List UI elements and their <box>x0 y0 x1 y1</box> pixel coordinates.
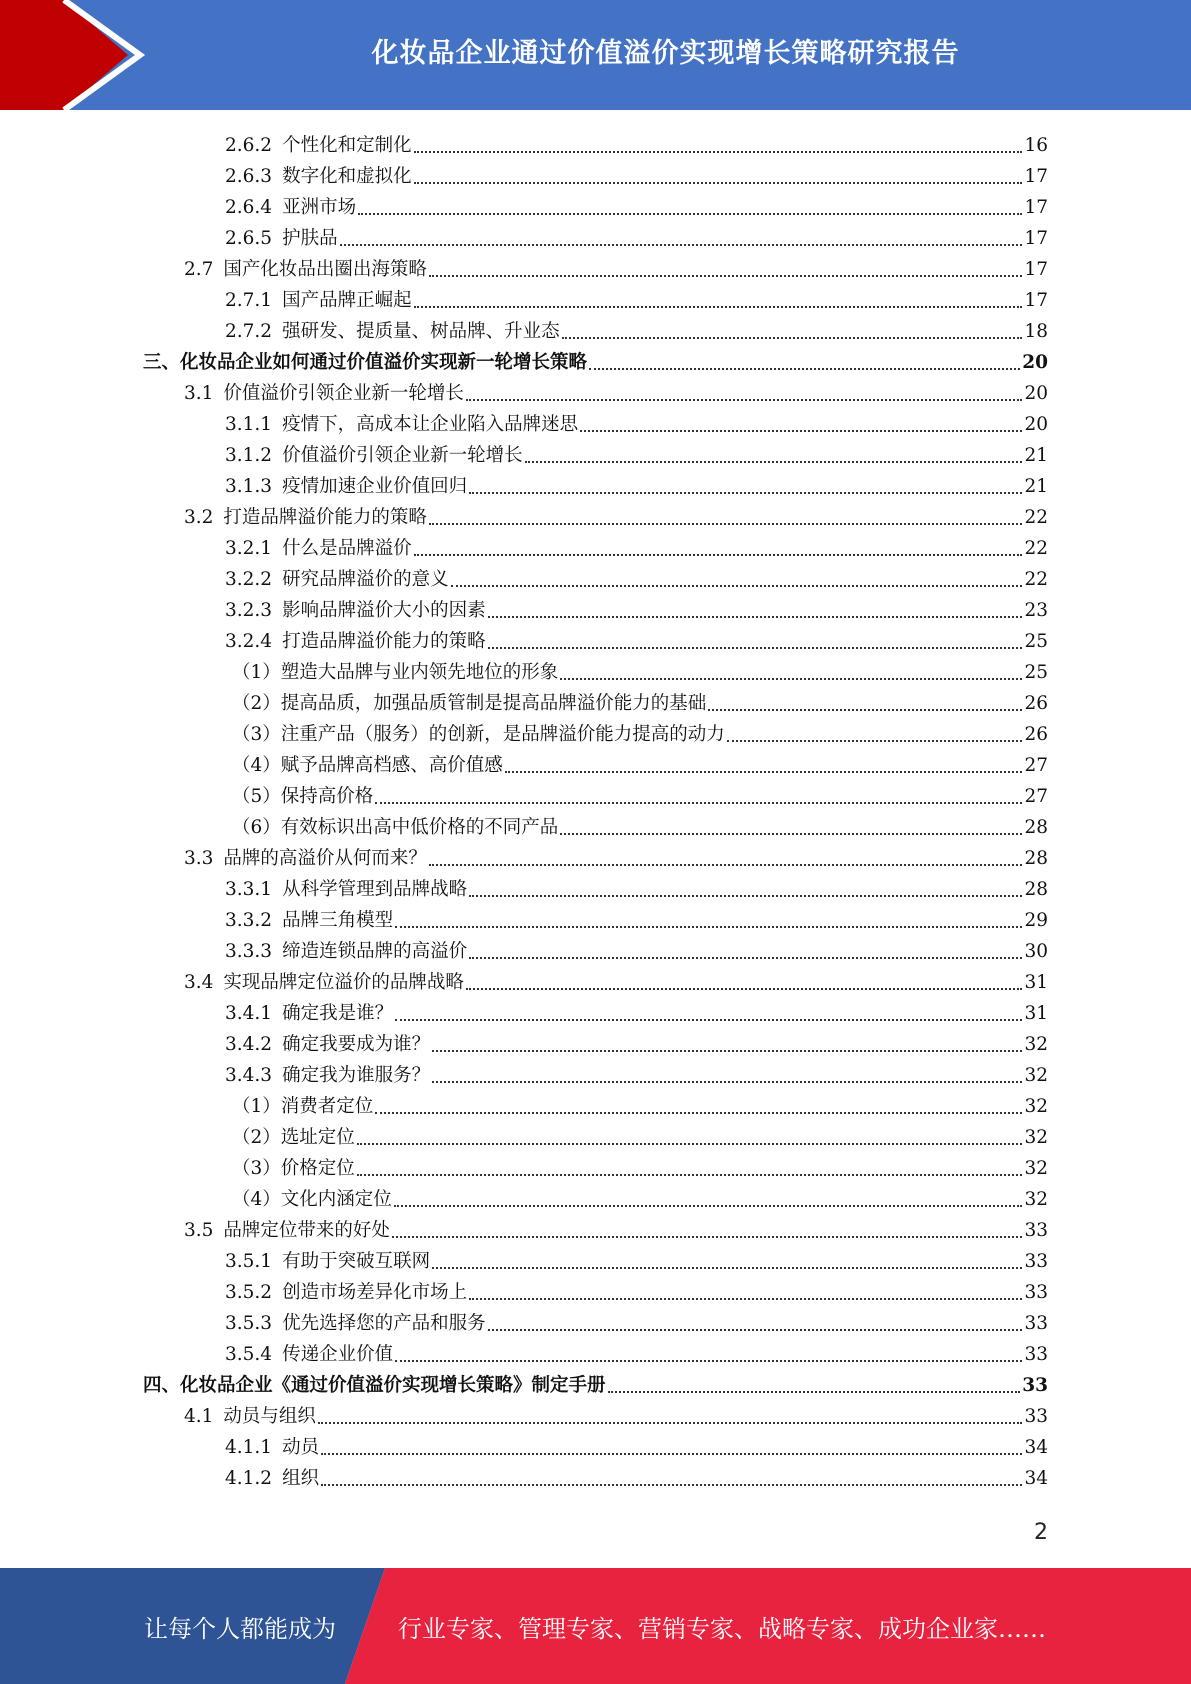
toc-dot-leader <box>560 833 1022 835</box>
toc-entry-title: 强研发、提质量、树品牌、升业态 <box>282 321 560 342</box>
toc-entry-page: 32 <box>1024 1189 1048 1210</box>
toc-entry-title: 确定我为谁服务？ <box>282 1065 431 1086</box>
toc-entry-number: 3.4 <box>184 972 214 993</box>
toc-entry-number: 2.7.1 <box>225 290 273 311</box>
toc-dot-leader <box>589 368 1020 370</box>
toc-entry-title: （1）塑造大品牌与业内领先地位的形象 <box>232 662 559 683</box>
toc-entry[interactable] <box>232 809 1048 840</box>
toc-entry-page: 33 <box>1024 1251 1048 1272</box>
toc-entry-number: 3.2.3 <box>225 600 273 621</box>
toc-entry[interactable] <box>225 313 1048 344</box>
toc-entry-page: 32 <box>1024 1158 1048 1179</box>
toc-entry-number: 3.2.2 <box>225 569 273 590</box>
toc-entry[interactable] <box>232 685 1048 716</box>
toc-entry-page: 29 <box>1024 910 1048 931</box>
toc-entry[interactable] <box>232 747 1048 778</box>
toc-dot-leader <box>414 554 1023 556</box>
toc-entry[interactable] <box>232 1181 1048 1212</box>
toc-entry[interactable] <box>225 995 1048 1026</box>
report-title: 化妆品企业通过价值溢价实现增长策略研究报告 <box>371 37 960 69</box>
toc-dot-leader <box>488 616 1023 618</box>
toc-entry-page: 32 <box>1024 1127 1048 1148</box>
toc-entry[interactable] <box>225 282 1048 313</box>
toc-entry-title: 价值溢价引领企业新一轮增长 <box>223 383 464 404</box>
toc-entry-page: 33 <box>1022 1375 1048 1396</box>
toc-entry-page: 28 <box>1024 879 1048 900</box>
toc-entry-title: 四、化妆品企业《通过价值溢价实现增长策略》制定手册 <box>143 1375 606 1396</box>
toc-entry-page: 16 <box>1024 135 1048 156</box>
toc-entry[interactable] <box>225 1057 1048 1088</box>
toc-dot-leader <box>488 647 1023 649</box>
toc-entry[interactable] <box>225 871 1048 902</box>
toc-entry-page: 32 <box>1024 1096 1048 1117</box>
toc-entry[interactable] <box>225 1460 1048 1491</box>
toc-entry[interactable] <box>232 1119 1048 1150</box>
toc-entry-page: 33 <box>1024 1313 1048 1334</box>
toc-dot-leader <box>375 802 1022 804</box>
toc-entry-title: 组织 <box>282 1468 320 1489</box>
toc-dot-leader <box>451 585 1023 587</box>
toc-entry[interactable] <box>225 561 1048 592</box>
toc-entry-title: 数字化和虚拟化 <box>282 166 412 187</box>
toc-entry-page: 25 <box>1024 662 1048 683</box>
toc-entry-title: 打造品牌溢价能力的策略 <box>223 507 427 528</box>
toc-entry-title: 国产化妆品出圈出海策略 <box>223 259 427 280</box>
toc-entry[interactable] <box>225 437 1048 468</box>
toc-entry-title: 动员 <box>282 1437 320 1458</box>
toc-entry-title: 亚洲市场 <box>282 197 357 218</box>
toc-entry[interactable] <box>232 1150 1048 1181</box>
toc-entry-number: 2.6.5 <box>225 228 273 249</box>
toc-entry-number: 3.5.4 <box>225 1344 273 1365</box>
toc-dot-leader <box>321 1484 1022 1486</box>
toc-entry-page: 17 <box>1024 166 1048 187</box>
toc-entry-page: 23 <box>1024 600 1048 621</box>
toc-dot-leader <box>505 771 1023 773</box>
toc-dot-leader <box>469 957 1022 959</box>
toc-dot-leader <box>340 244 1023 246</box>
toc-entry-page: 22 <box>1024 507 1048 528</box>
toc-dot-leader <box>318 1422 1023 1424</box>
toc-entry-page: 22 <box>1024 569 1048 590</box>
toc-entry[interactable] <box>184 375 1048 406</box>
toc-entry-number: 2.6.4 <box>225 197 273 218</box>
toc-dot-leader <box>395 1360 1022 1362</box>
toc-entry-title: （3）价格定位 <box>232 1158 355 1179</box>
toc-entry-number: 3.4.3 <box>225 1065 273 1086</box>
toc-entry-page: 17 <box>1024 197 1048 218</box>
toc-dot-leader <box>469 1298 1022 1300</box>
toc-entry-number: 2.7 <box>184 259 214 280</box>
toc-dot-leader <box>395 926 1022 928</box>
toc-entry[interactable] <box>184 251 1048 282</box>
page-number: 2 <box>1034 1520 1048 1545</box>
toc-entry-page: 20 <box>1024 383 1048 404</box>
toc-entry-number: 3.1.3 <box>225 476 273 497</box>
toc-entry-page: 25 <box>1024 631 1048 652</box>
toc-entry-title: 传递企业价值 <box>282 1344 394 1365</box>
toc-entry-title: 三、化妆品企业如何通过价值溢价实现新一轮增长策略 <box>143 352 588 373</box>
toc-entry-number: 3.5.3 <box>225 1313 273 1334</box>
toc-dot-leader <box>414 151 1023 153</box>
toc-entry-page: 17 <box>1024 228 1048 249</box>
toc-dot-leader <box>466 988 1023 990</box>
toc-entry[interactable] <box>225 1305 1048 1336</box>
page-footer <box>0 1568 1191 1684</box>
toc-entry[interactable] <box>225 189 1048 220</box>
toc-dot-leader <box>392 1236 1023 1238</box>
toc-dot-leader <box>432 1050 1022 1052</box>
toc-dot-leader <box>560 678 1022 680</box>
toc-entry-title: （1）消费者定位 <box>232 1096 374 1117</box>
toc-entry[interactable] <box>143 1367 1048 1398</box>
toc-entry-title: （3）注重产品（服务）的创新，是品牌溢价能力提高的动力 <box>232 724 725 745</box>
toc-entry-page: 31 <box>1024 1003 1048 1024</box>
toc-entry-page: 31 <box>1024 972 1048 993</box>
toc-entry-page: 33 <box>1024 1344 1048 1365</box>
toc-entry-title: 缔造连锁品牌的高溢价 <box>282 941 468 962</box>
toc-entry-title: 品牌的高溢价从何而来？ <box>223 848 427 869</box>
toc-entry[interactable] <box>232 778 1048 809</box>
toc-entry-title: （5）保持高价格 <box>232 786 374 807</box>
toc-entry-number: 3.3.3 <box>225 941 273 962</box>
toc-entry[interactable] <box>225 592 1048 623</box>
toc-entry-page: 20 <box>1024 414 1048 435</box>
toc-entry-page: 30 <box>1024 941 1048 962</box>
toc-dot-leader <box>488 1329 1023 1331</box>
toc-entry-number: 4.1 <box>184 1406 214 1427</box>
toc-entry[interactable] <box>225 220 1048 251</box>
toc-entry-page: 33 <box>1024 1282 1048 1303</box>
toc-entry[interactable] <box>184 840 1048 871</box>
toc-entry-number: 3.3 <box>184 848 214 869</box>
toc-dot-leader <box>414 306 1023 308</box>
toc-entry-title: （4）文化内涵定位 <box>232 1189 392 1210</box>
toc-entry-page: 28 <box>1024 848 1048 869</box>
toc-entry-title: 护肤品 <box>282 228 338 249</box>
toc-dot-leader <box>429 864 1023 866</box>
toc-dot-leader <box>432 1081 1022 1083</box>
toc-entry-number: 2.7.2 <box>225 321 273 342</box>
toc-entry[interactable] <box>232 716 1048 747</box>
toc-entry-title: （2）选址定位 <box>232 1127 355 1148</box>
toc-entry-title: 从科学管理到品牌战略 <box>282 879 468 900</box>
toc-dot-leader <box>357 1143 1023 1145</box>
toc-entry-number: 3.5 <box>184 1220 214 1241</box>
toc-entry-title: 实现品牌定位溢价的品牌战略 <box>223 972 464 993</box>
toc-entry-number: 3.4.2 <box>225 1034 273 1055</box>
toc-entry-title: 研究品牌溢价的意义 <box>282 569 449 590</box>
toc-dot-leader <box>708 709 1022 711</box>
toc-entry-number: 3.2.4 <box>225 631 273 652</box>
page-header <box>0 0 1191 110</box>
toc-dot-leader <box>580 430 1022 432</box>
toc-entry[interactable] <box>225 1336 1048 1367</box>
toc-dot-leader <box>357 1174 1023 1176</box>
toc-entry-page: 27 <box>1024 786 1048 807</box>
toc-dot-leader <box>321 1453 1022 1455</box>
toc-entry[interactable] <box>225 468 1048 499</box>
toc-entry-page: 22 <box>1024 538 1048 559</box>
toc-entry-title: 疫情下，高成本让企业陷入品牌迷思 <box>282 414 579 435</box>
toc-dot-leader <box>525 461 1023 463</box>
toc-entry-page: 32 <box>1024 1065 1048 1086</box>
toc-entry-title: 有助于突破互联网 <box>282 1251 431 1272</box>
footer-slogan: 让每个人都能成为 <box>144 1614 336 1643</box>
toc-entry-number: 4.1.1 <box>225 1437 273 1458</box>
toc-entry-number: 3.1.2 <box>225 445 273 466</box>
toc-dot-leader <box>375 1112 1022 1114</box>
toc-entry-number: 3.5.2 <box>225 1282 273 1303</box>
toc-entry-number: 3.5.1 <box>225 1251 273 1272</box>
toc-dot-leader <box>394 1205 1023 1207</box>
toc-entry-title: 价值溢价引领企业新一轮增长 <box>282 445 523 466</box>
toc-entry-number: 3.2 <box>184 507 214 528</box>
toc-entry[interactable] <box>225 127 1048 158</box>
toc-entry-page: 17 <box>1024 259 1048 280</box>
toc-dot-leader <box>358 213 1022 215</box>
toc-entry[interactable] <box>225 1243 1048 1274</box>
toc-entry-number: 3.1 <box>184 383 214 404</box>
toc-entry-title: 创造市场差异化市场上 <box>282 1282 468 1303</box>
toc-entry-number: 4.1.2 <box>225 1468 273 1489</box>
toc-dot-leader <box>466 399 1023 401</box>
toc-entry[interactable] <box>225 902 1048 933</box>
toc-entry-title: （4）赋予品牌高档感、高价值感 <box>232 755 503 776</box>
toc-dot-leader <box>469 895 1022 897</box>
toc-entry[interactable] <box>184 1398 1048 1429</box>
toc-entry-title: 影响品牌溢价大小的因素 <box>282 600 486 621</box>
toc-entry[interactable] <box>225 933 1048 964</box>
toc-entry-title: （2）提高品质，加强品质管制是提高品牌溢价能力的基础 <box>232 693 707 714</box>
toc-entry-title: 品牌定位带来的好处 <box>223 1220 390 1241</box>
toc-entry[interactable] <box>232 654 1048 685</box>
footer-roles: 行业专家、管理专家、营销专家、战略专家、成功企业家…… <box>398 1614 1046 1643</box>
toc-entry[interactable] <box>143 344 1048 375</box>
toc-entry-page: 21 <box>1024 476 1048 497</box>
toc-dot-leader <box>469 492 1022 494</box>
toc-entry-number: 3.2.1 <box>225 538 273 559</box>
toc-entry[interactable] <box>225 1429 1048 1460</box>
toc-entry-title: 动员与组织 <box>223 1406 316 1427</box>
toc-dot-leader <box>727 740 1023 742</box>
toc-entry[interactable] <box>232 1088 1048 1119</box>
toc-dot-leader <box>608 1391 1021 1393</box>
toc-dot-leader <box>429 523 1023 525</box>
toc-entry-title: 优先选择您的产品和服务 <box>282 1313 486 1334</box>
toc-entry-number: 3.3.2 <box>225 910 273 931</box>
toc-entry-number: 3.3.1 <box>225 879 273 900</box>
toc-entry-title: 确定我是谁？ <box>282 1003 394 1024</box>
toc-entry-page: 27 <box>1024 755 1048 776</box>
toc-entry-page: 21 <box>1024 445 1048 466</box>
toc-entry-page: 33 <box>1024 1220 1048 1241</box>
toc-entry-title: 什么是品牌溢价 <box>282 538 412 559</box>
toc-entry[interactable] <box>225 530 1048 561</box>
toc-entry-number: 3.4.1 <box>225 1003 273 1024</box>
toc-entry[interactable] <box>225 1026 1048 1057</box>
toc-entry-title: 个性化和定制化 <box>282 135 412 156</box>
toc-dot-leader <box>432 1267 1022 1269</box>
toc-entry-page: 20 <box>1022 352 1048 373</box>
toc-dot-leader <box>414 182 1023 184</box>
toc-entry[interactable] <box>225 158 1048 189</box>
toc-entry[interactable] <box>184 499 1048 530</box>
toc-entry[interactable] <box>184 964 1048 995</box>
toc-dot-leader <box>562 337 1023 339</box>
toc-entry[interactable] <box>225 623 1048 654</box>
toc-entry-page: 34 <box>1024 1437 1048 1458</box>
toc-entry-title: 疫情加速企业价值回归 <box>282 476 468 497</box>
toc-entry-title: 确定我要成为谁？ <box>282 1034 431 1055</box>
toc-entry-page: 28 <box>1024 817 1048 838</box>
toc-entry-number: 3.1.1 <box>225 414 273 435</box>
toc-entry[interactable] <box>184 1212 1048 1243</box>
toc-entry-number: 2.6.2 <box>225 135 273 156</box>
toc-entry-page: 26 <box>1024 693 1048 714</box>
toc-entry-page: 26 <box>1024 724 1048 745</box>
toc-entry-title: 品牌三角模型 <box>282 910 394 931</box>
toc-entry-title: （6）有效标识出高中低价格的不同产品 <box>232 817 559 838</box>
toc-entry-title: 国产品牌正崛起 <box>282 290 412 311</box>
toc-entry-title: 打造品牌溢价能力的策略 <box>282 631 486 652</box>
toc-entry-page: 34 <box>1024 1468 1048 1489</box>
toc-entry-page: 32 <box>1024 1034 1048 1055</box>
toc-entry[interactable] <box>225 1274 1048 1305</box>
toc-entry-page: 18 <box>1024 321 1048 342</box>
toc-entry[interactable] <box>225 406 1048 437</box>
toc-entry-page: 33 <box>1024 1406 1048 1427</box>
toc-entry-page: 17 <box>1024 290 1048 311</box>
toc-dot-leader <box>429 275 1023 277</box>
toc-entry-number: 2.6.3 <box>225 166 273 187</box>
toc-dot-leader <box>395 1019 1022 1021</box>
